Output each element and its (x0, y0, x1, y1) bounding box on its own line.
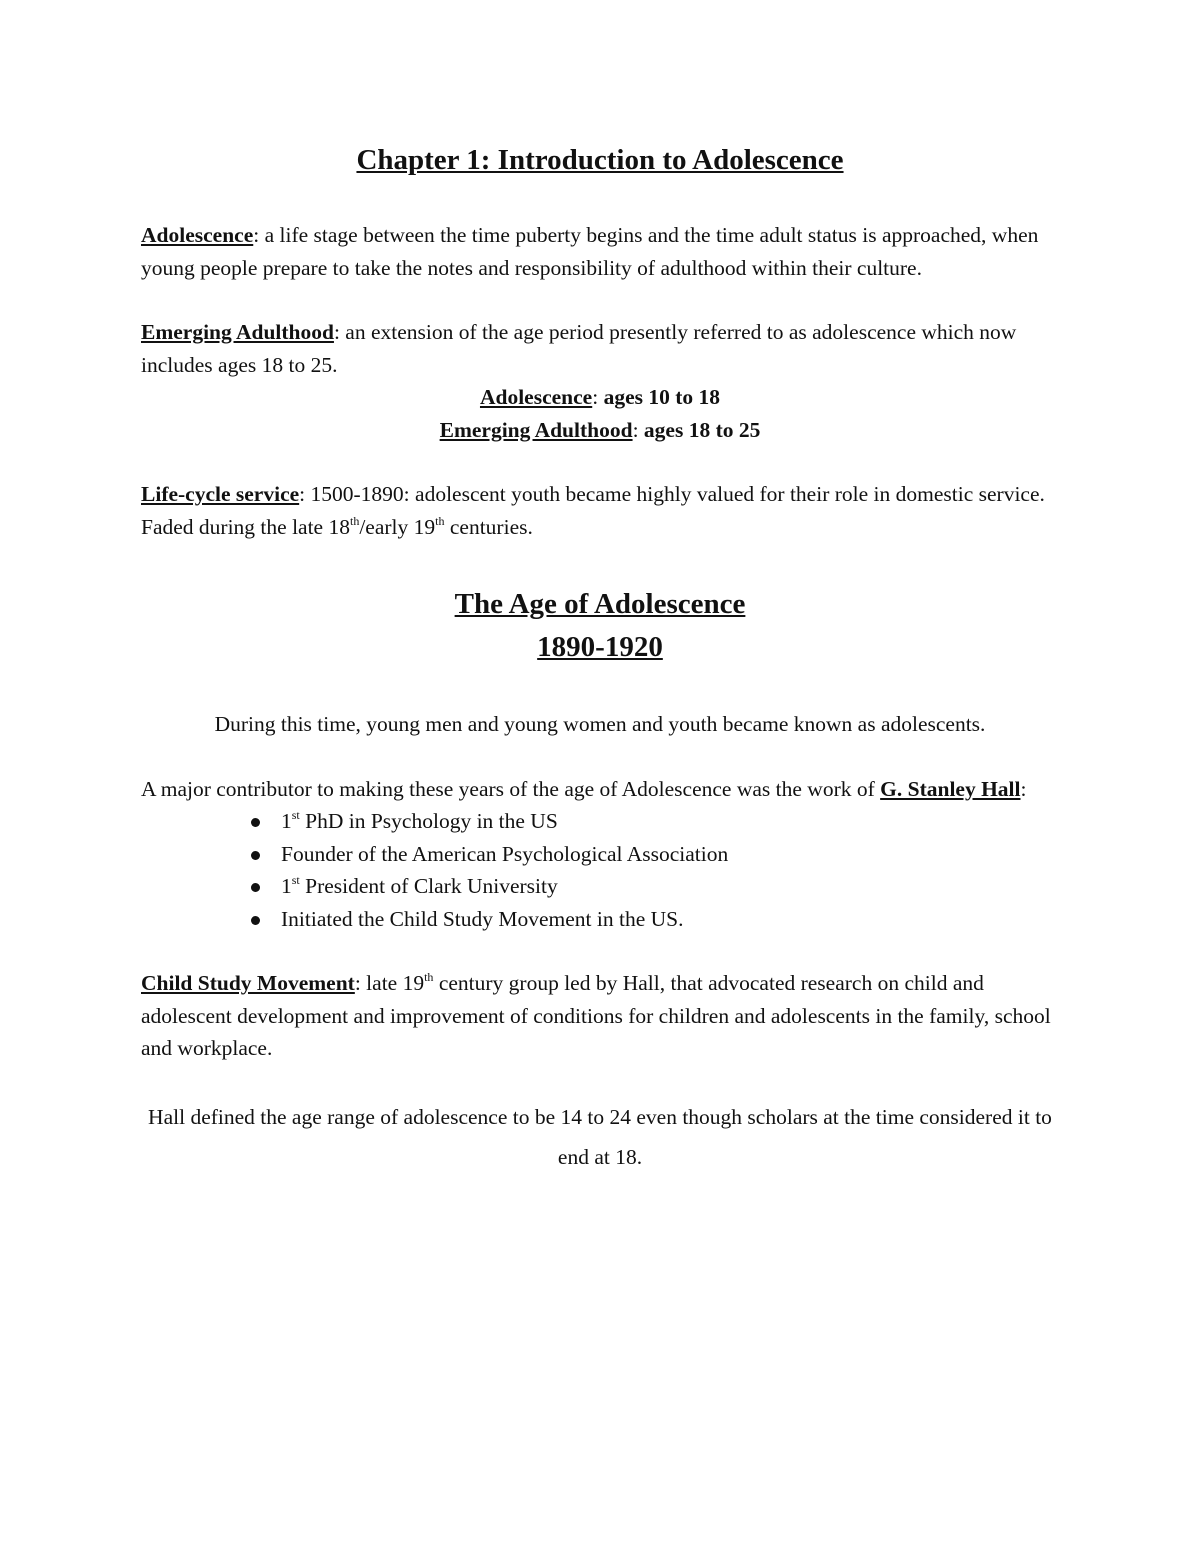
section-heading (141, 583, 1059, 669)
list-item (246, 805, 1059, 838)
child-study-text: : late 19 (354, 971, 425, 995)
list-item (246, 870, 1059, 903)
age-ranges (141, 381, 1059, 446)
life-cycle-text: centuries. (444, 514, 533, 539)
bullet-icon (251, 916, 260, 925)
list-item-prefix: 1 (281, 809, 292, 833)
document-content (141, 140, 1059, 1209)
age-range-adolescence (141, 381, 1059, 414)
list-item-superscript: st (291, 873, 300, 887)
list-item (246, 838, 1059, 871)
adolescence-definition (141, 219, 1059, 284)
child-study-text: century group led by Hall, that advocated research on child and adolescent development and improvement of conditions for children and adolescents in the family, school and workplace. (141, 971, 1051, 1060)
adolescence-term: Adolescence (141, 223, 254, 247)
life-cycle-superscript: th (435, 513, 445, 528)
section-title: The Age of Adolescence (454, 588, 746, 620)
list-item-superscript: st (291, 808, 300, 822)
list-item-prefix: 1 (281, 874, 292, 898)
life-cycle-text: /early 19 (359, 514, 436, 539)
emerging-adulthood-term: Emerging Adulthood (141, 320, 334, 344)
bullet-icon (251, 883, 260, 892)
bullet-icon (251, 818, 260, 827)
contributor-name: G. Stanley Hall (880, 776, 1021, 801)
life-cycle-service-definition (141, 478, 1059, 543)
contributor-text: A major contributor to making these years of the age of Adolescence was the work of (141, 776, 881, 801)
list-item-text: President of Clark University (299, 874, 558, 898)
age-range-separator: : (592, 385, 604, 409)
age-range-term: Emerging Adulthood (439, 417, 633, 442)
during-paragraph: During this time, young men and young women and youth became known as adolescents. (214, 712, 986, 736)
life-cycle-service-term: Life-cycle service (141, 482, 300, 506)
age-range-term: Adolescence (479, 385, 593, 409)
contributor-paragraph (141, 773, 1059, 806)
age-range-emerging-adulthood (141, 414, 1059, 447)
child-study-movement-definition (141, 967, 1059, 1065)
age-range-value: ages 10 to 18 (603, 385, 721, 409)
list-item-text: Initiated the Child Study Movement in the US. (281, 906, 684, 931)
hall-defined-paragraph: Hall defined the age range of adolescence to be 14 to 24 even though scholars at the time considered it to end at 18. (148, 1104, 1052, 1169)
emerging-adulthood-definition (141, 316, 1059, 381)
contributor-end: : (1020, 776, 1027, 801)
list-item-text: PhD in Psychology in the US (299, 809, 558, 833)
emerging-adulthood-definition-text: : an extension of the age period presently referred to as adolescence which now includes ages 18 to 25. (141, 320, 1017, 377)
age-range-separator: : (632, 417, 644, 442)
life-cycle-text: : 1500-1890: adolescent youth became highly valued for their role in domestic service. Faded during the late 18 (141, 482, 1045, 539)
life-cycle-superscript: th (349, 513, 360, 528)
bullet-icon (251, 851, 260, 860)
chapter-title: Chapter 1: Introduction to Adolescence (356, 144, 844, 176)
hall-achievements-list (141, 805, 1059, 935)
list-item (246, 903, 1059, 936)
list-item-text: Founder of the American Psychological Association (281, 841, 729, 866)
section-years: 1890-1920 (537, 631, 663, 663)
child-study-superscript: th (424, 970, 434, 984)
adolescence-definition-text: : a life stage between the time puberty begins and the time adult status is approached, when young people prepare to take the notes and responsibility of adulthood within their culture. (141, 223, 1039, 280)
age-range-value: ages 18 to 25 (643, 417, 761, 442)
child-study-movement-term: Child Study Movement (141, 971, 355, 995)
